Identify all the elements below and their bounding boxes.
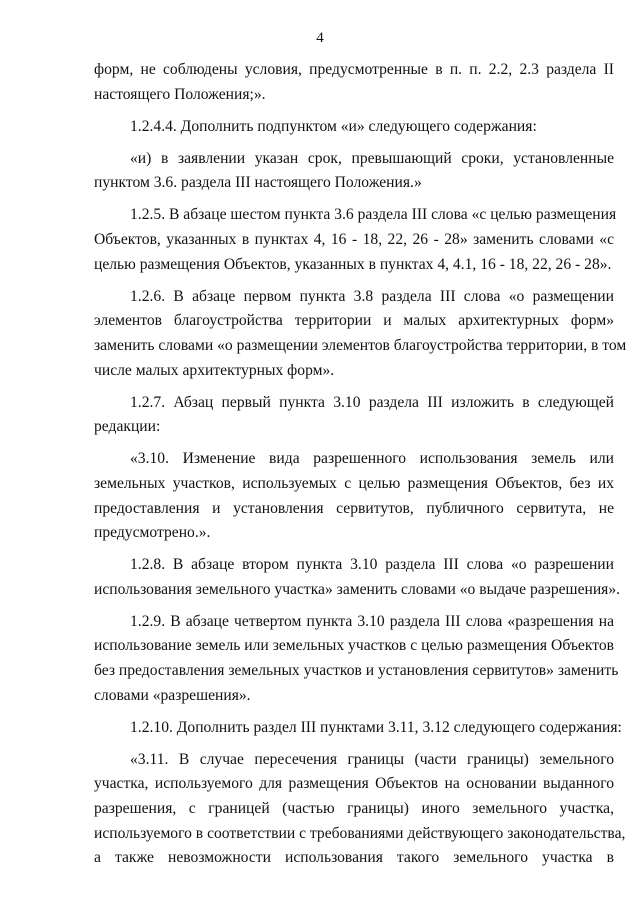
text-line: разрешения, с границей (частью границы) иного земельного участка, <box>94 800 614 818</box>
text-line: 1.2.6. В абзаце первом пункта 3.8 раздела III слова «о размещении <box>130 287 614 305</box>
text-line: 1.2.7. Абзац первый пункта 3.10 раздела III изложить в следующей <box>130 393 614 411</box>
text-line: использования земельного участка» заменить словами «о выдаче разрешения». <box>94 580 621 598</box>
text-line: «3.10. Изменение вида разрешенного использования земель или <box>130 450 614 468</box>
text-line: редакции: <box>94 418 161 436</box>
text-line: форм, не соблюдены условия, предусмотренные в п. п. 2.2, 2.3 раздела II <box>94 61 614 78</box>
text-line: участка, используемого для размещения Объектов на основании выданного <box>94 775 614 793</box>
text-line: 1.2.9. В абзаце четвертом пункта 3.10 раздела III слова «разрешения на <box>130 612 614 630</box>
text-line: целью размещения Объектов, указанных в пунктах 4, 4.1, 16 - 18, 22, 26 - 28». <box>94 255 612 273</box>
document-body <box>94 58 627 871</box>
text-line: предоставления и установления сервитутов, публичного сервитута, не <box>94 499 614 517</box>
text-line: словами «разрешения». <box>94 686 251 704</box>
text-line: числе малых архитектурных форм». <box>94 361 335 379</box>
page-number: 4 <box>316 30 324 46</box>
text-line: 1.2.5. В абзаце шестом пункта 3.6 раздела III слова «с целью размещения <box>130 206 617 224</box>
text-line: использование земель или земельных участков с целью размещения Объектов <box>94 637 614 655</box>
text-line: заменить словами «о размещении элементов благоустройства территории, в том <box>94 336 627 354</box>
text-line: «3.11. В случае пересечения границы (части границы) земельного <box>130 750 614 768</box>
text-line: пунктом 3.6. раздела III настоящего Положения.» <box>94 174 422 192</box>
text-line: а также невозможности использования такого земельного участка в <box>94 849 614 867</box>
text-line: элементов благоустройства территории и малых архитектурных форм» <box>94 312 614 330</box>
text-line: 1.2.8. В абзаце втором пункта 3.10 раздела III слова «о разрешении <box>130 556 614 574</box>
text-line: «и) в заявлении указан срок, превышающий сроки, установленные <box>130 149 614 167</box>
text-line: Объектов, указанных в пунктах 4, 16 - 18, 22, 26 - 28» заменить словами «с <box>94 231 614 249</box>
text-line: настоящего Положения;». <box>94 85 266 103</box>
text-line: без предоставления земельных участков и установления сервитутов» заменить <box>94 662 619 680</box>
text-line: 1.2.10. Дополнить раздел III пунктами 3.11, 3.12 следующего содержания: <box>130 718 622 736</box>
text-line: используемого в соответствии с требованиями действующего законодательства, <box>94 824 626 842</box>
text-line: земельных участков, используемых с целью размещения Объектов, без их <box>94 474 614 492</box>
text-line: предусмотрено.». <box>94 524 211 542</box>
text-line: 1.2.4.4. Дополнить подпунктом «и» следующего содержания: <box>130 117 537 135</box>
